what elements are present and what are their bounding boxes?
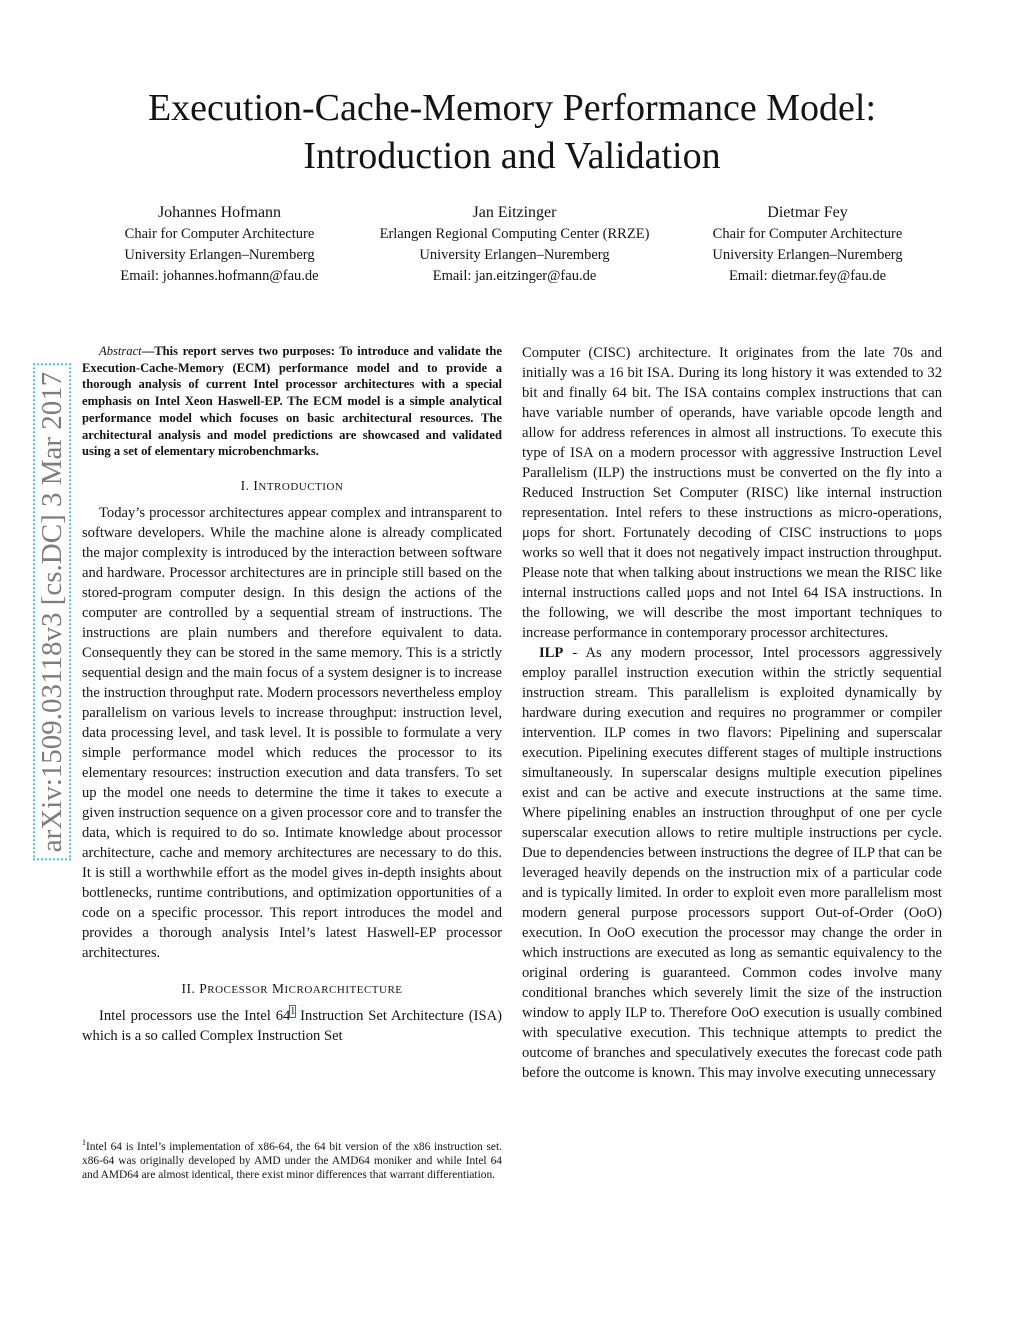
- author-email: Email: dietmar.fey@fau.de: [728, 268, 887, 284]
- footnote-number: 1: [82, 1138, 86, 1148]
- abstract: [82, 343, 502, 460]
- author-email: Email: johannes.hofmann@fau.de: [120, 268, 319, 284]
- section-number: II.: [181, 980, 196, 996]
- ilp-text: - As any modern processor, Intel processors aggressively employ parallel instruction execution within the strictly sequential instruction stream. This parallelism is exploited dynamically by hardware during execution and requires no programmer or compiler intervention. ILP comes in two flavors: Pipelining and superscalar execution. Pipelining executes different stages of multiple instructions simultaneously. In superscalar designs multiple execution pipelines exist and can be active and execute instructions at the same time. Where pipelining enables an instruction throughput of one per cycle superscalar execution allows to retire multiple instructions per cycle. Due to dependencies between instructions the degree of ILP that can be leveraged heavily depends on the instruction mix of a particular code and is typically limited. In order to exploit even more parallelism most modern general purpose processors support Out-of-Order (OoO) execution. In OoO execution the processor may change the order in which instructions are executed as long as semantic equivalency to the original ordering is guaranteed. Common codes involve many conditional branches which severely limit the size of the instruction window to apply ILP to. Therefore OoO execution is usually combined with speculative execution. This technique attempts to predict the outcome of branches and speculatively executes the forecast code path before the outcome is known. This may involve executing unnecessary: [522, 645, 942, 1081]
- author-university: University Erlangen–Nuremberg: [419, 247, 610, 263]
- author-name: Dietmar Fey: [767, 204, 848, 221]
- micro-paragraph: [82, 1006, 502, 1046]
- author-email: Email: jan.eitzinger@fau.de: [432, 268, 597, 284]
- right-paragraph-1: Computer (CISC) architecture. It originates from the late 70s and initially was a 16 bit ISA. During its long history it was extended to 32 bit and finally 64 bit. The ISA contains complex instructions that can have variable number of operands, have variable opcode length and allow for address references in almost all instructions. To execute this type of ISA on a modern processor with aggressive Instruction Level Parallelism (ILP) the instructions must be converted on the fly into a Reduced Instruction Set Computer (RISC) like internal instruction representation. Intel refers to these instructions as micro-operations, μops for short. Fortunately decoding of CISC instructions to μops works so well that it does not negatively impact instruction throughput. Please note that when talking about instructions we mean the RISC like internal instructions called μops and not Intel 64 ISA instructions. In the following, we will describe the most important techniques to increase performance in contemporary processor architectures.: [522, 345, 942, 641]
- author-name: Jan Eitzinger: [472, 204, 557, 221]
- section-rest: ICROARCHITECTURE: [284, 983, 403, 996]
- micro-text-after: Instruction Set Architecture (ISA) which is a so called Complex Instruction Set: [82, 1007, 502, 1044]
- title-line-2: Introduction and Validation: [303, 135, 721, 177]
- author-name: Johannes Hofmann: [157, 204, 282, 221]
- title-line-1: Execution-Cache-Memory Performance Model:: [147, 87, 877, 129]
- section-number: I.: [240, 477, 250, 493]
- ilp-lead: ILP: [539, 645, 564, 661]
- author-affiliation: Erlangen Regional Computing Center (RRZE): [379, 226, 650, 242]
- footnote-text: Intel 64 is Intel’s implementation of x86-64, the 64 bit version of the x86 instruction set. x86-64 was originally developed by AMD under the AMD64 moniker and while Intel 64 and AMD64 are almost identical, there exist minor differences that warrant differentiation.: [82, 1141, 502, 1182]
- author-university: University Erlangen–Nuremberg: [124, 247, 315, 263]
- author-block-1: [92, 202, 347, 287]
- right-paragraph-2: [522, 643, 942, 1083]
- left-column: [82, 343, 502, 1046]
- footnote-link[interactable]: 1: [290, 1006, 296, 1018]
- section-initial: P: [199, 980, 208, 996]
- paper-title: [0, 84, 1024, 180]
- section-rest: NTRODUCTION: [258, 480, 344, 493]
- intro-paragraph: Today’s processor architectures appear complex and intransparent to software developers. While the machine alone is already complicated the major complexity is introduced by the interaction between software and hardware. Processor architectures are in principle still based on the stored-program computer design. In this design the actions of the computer are controlled by a sequential stream of instructions. The instructions are plain numbers and therefore equivalent to data. Consequently they can be stored in the same memory. This is a strictly sequential design and the main focus of a system designer is to increase the instruction throughput rate. Modern processors nevertheless employ parallelism on various levels to increase throughput: instruction level, data processing level, and task level. It is possible to formulate a very simple performance model which reduces the processor to its elementary resources: instruction execution and data transfers. To set up the model one needs to determine the time it takes to execute a given instruction sequence on a given processor core and to transfer the data, which is required to do so. Intimate knowledge about processor architecture, cache and memory architectures are necessary to do this. It is still a worthwhile effort as the model gives in-depth insights about bottlenecks, runtime contributions, and optimization opportunities of a code on a specific processor. This report introduces the model and provides a thorough analysis Intel’s latest Haswell-EP processor architectures.: [82, 504, 502, 961]
- author-block-2: [352, 202, 677, 287]
- section-initial: I: [253, 477, 259, 493]
- right-column: [522, 343, 942, 1083]
- author-affiliation: Chair for Computer Architecture: [712, 226, 903, 242]
- section-rest: ROCESSOR: [207, 983, 269, 996]
- footnote: [82, 1140, 502, 1183]
- section-heading-microarchitecture: [82, 979, 502, 1000]
- arxiv-stamp[interactable]: arXiv:1509.03118v3 [cs.DC] 3 Mar 2017: [37, 368, 67, 857]
- micro-text-before: Intel processors use the Intel 64: [99, 1007, 291, 1024]
- abstract-lead: Abstract: [99, 344, 142, 358]
- section-initial: M: [271, 980, 285, 996]
- abstract-text: —This report serves two purposes: To introduce and validate the Execution-Cache-Memory (ECM) performance model and to provide a thorough analysis of current Intel processor architectures with a special emphasis on Intel Xeon Haswell-EP. The ECM model is a simple analytical performance model which focuses on basic architectural resources. The architectural analysis and model predictions are showcased and validated using a set of elementary microbenchmarks.: [82, 344, 502, 459]
- author-university: University Erlangen–Nuremberg: [712, 247, 903, 263]
- author-block-3: [680, 202, 935, 287]
- author-affiliation: Chair for Computer Architecture: [124, 226, 315, 242]
- section-heading-introduction: [82, 476, 502, 497]
